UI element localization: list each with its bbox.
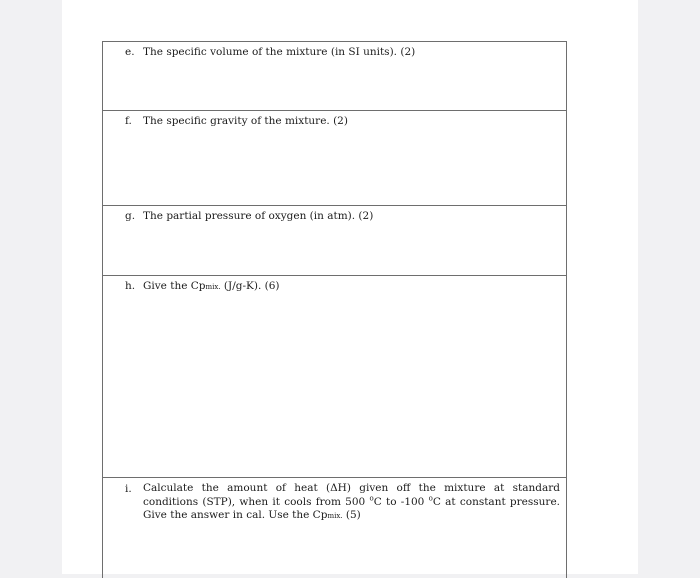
question-text-part1: Calculate the amount of heat (ΔH) given off the mixture at standard conditions (STP), when it cools from 500 (143, 482, 560, 508)
degree-symbol: o (428, 494, 433, 502)
question-letter: g. (125, 210, 136, 222)
question-row-f (103, 111, 566, 206)
question-letter: i. (125, 483, 132, 495)
question-text-part2: C to -100 (373, 495, 429, 508)
question-text-post: (5) (342, 509, 361, 521)
question-text: The specific volume of the mixture (in SI units). (2) (143, 46, 416, 58)
question-text-part3: C at constant pressure. Give the answer in cal. Use the Cp (143, 495, 560, 521)
question-text: The specific gravity of the mixture. (2) (143, 115, 348, 127)
question-letter: f. (125, 115, 132, 127)
question-text (143, 482, 560, 524)
cp-mix-subscript: mix. (327, 512, 343, 520)
question-text-post: (J/g-K). (6) (220, 280, 280, 292)
question-text: The partial pressure of oxygen (in atm). (2) (143, 210, 374, 222)
question-text (143, 279, 560, 294)
question-table (102, 41, 567, 578)
question-letter: e. (125, 46, 135, 58)
question-row-g (103, 206, 566, 276)
question-text-pre: Give the Cp (143, 280, 206, 292)
question-row-i (103, 478, 566, 578)
cp-mix-subscript: mix. (205, 283, 221, 291)
question-letter: h. (125, 280, 136, 292)
question-row-e (103, 42, 566, 111)
document-page (62, 0, 638, 574)
degree-symbol: o (369, 494, 374, 502)
question-row-h (103, 276, 566, 478)
